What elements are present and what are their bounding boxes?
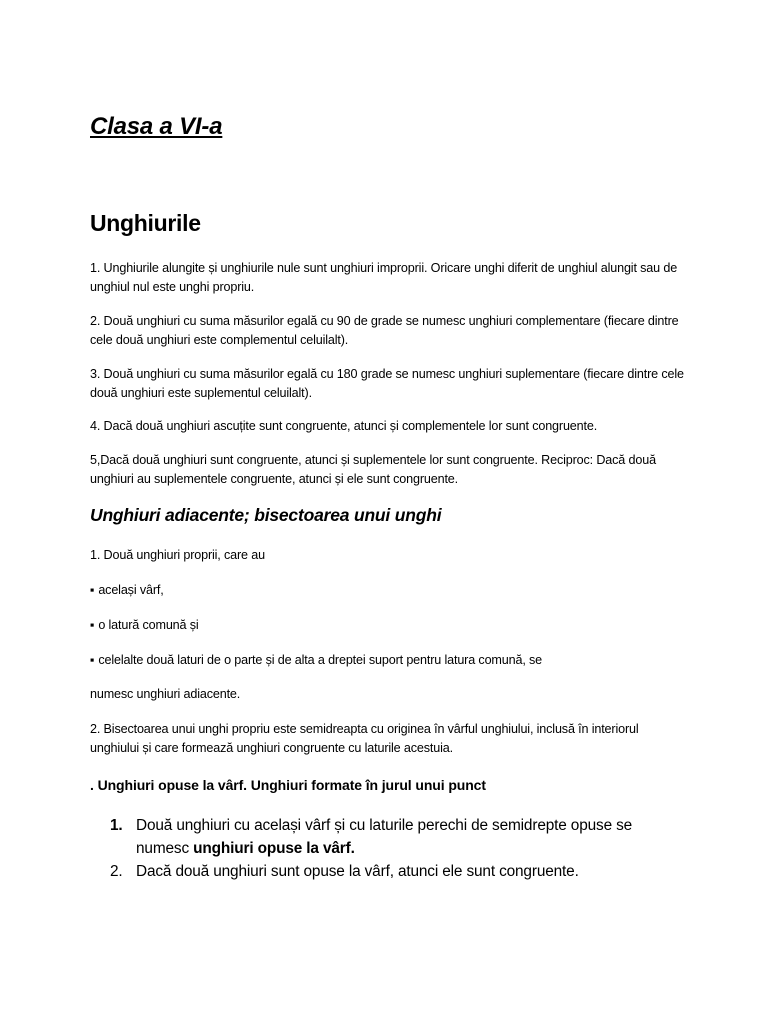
- page-title: Clasa a VI-a: [90, 113, 223, 140]
- paragraph-5: 5,Dacă două unghiuri sunt congruente, atunci și suplementele lor sunt congruente. Reciproc: Dacă două unghiuri au suplementele congruente, atunci și ele sunt congruente.: [90, 453, 656, 486]
- bullet-item: [90, 581, 690, 600]
- list-text: Dacă două unghiuri sunt opuse la vârf, atunci ele sunt congruente.: [136, 863, 579, 880]
- paragraph-2: 2. Două unghiuri cu suma măsurilor egală cu 90 de grade se numesc unghiuri complementare (fiecare dintre cele două unghiuri este complementul celuilalt).: [90, 314, 679, 347]
- paragraph-1: 1. Unghiurile alungite și unghiurile nule sunt unghiuri improprii. Oricare unghi diferit de unghiul alungit sau de unghiul nul este unghi propriu.: [90, 261, 678, 294]
- paragraph-4: 4. Dacă două unghiuri ascuțite sunt congruente, atunci și complementele lor sunt congruente.: [90, 419, 598, 433]
- list-number: 1.: [110, 817, 123, 834]
- paragraph-3: 3. Două unghiuri cu suma măsurilor egală cu 180 grade se numesc unghiuri suplementare (fiecare dintre cele două unghiuri este suplementul celuilalt).: [90, 367, 684, 400]
- list-item: [110, 860, 670, 883]
- section-heading-adiacente: Unghiuri adiacente; bisectoarea unui unghi: [90, 505, 442, 525]
- bullet-text: același vârf,: [98, 583, 164, 597]
- section-heading-opuse: . Unghiuri opuse la vârf. Unghiuri formate în jurul unui punct: [90, 777, 486, 793]
- list-text: Două unghiuri cu același vârf și cu laturile perechi de semidrepte opuse se numesc: [136, 817, 633, 857]
- bullet-icon: ▪: [90, 653, 95, 667]
- bullet-item: [90, 651, 690, 670]
- section-heading-unghiurile: Unghiurile: [90, 210, 201, 236]
- bullet-icon: ▪: [90, 618, 95, 632]
- bullet-text: o latură comună și: [98, 618, 199, 632]
- bullet-item: [90, 616, 690, 635]
- list-item: [110, 814, 670, 860]
- bullet-text: celelalte două laturi de o parte și de alta a dreptei suport pentru latura comună, se: [98, 653, 543, 667]
- numbered-list: [110, 814, 670, 883]
- bisectoare-paragraph: 2. Bisectoarea unui unghi propriu este semidreapta cu originea în vârful unghiului, inclusă în interiorul unghiului și care formează unghiuri congruente cu laturile acestuia.: [90, 722, 639, 755]
- list-number: 2.: [110, 863, 123, 880]
- adiacente-conclusion: numesc unghiuri adiacente.: [90, 687, 241, 701]
- adiacente-intro: 1. Două unghiuri proprii, care au: [90, 548, 265, 562]
- list-bold-term: unghiuri opuse la vârf.: [193, 840, 355, 857]
- bullet-icon: ▪: [90, 583, 95, 597]
